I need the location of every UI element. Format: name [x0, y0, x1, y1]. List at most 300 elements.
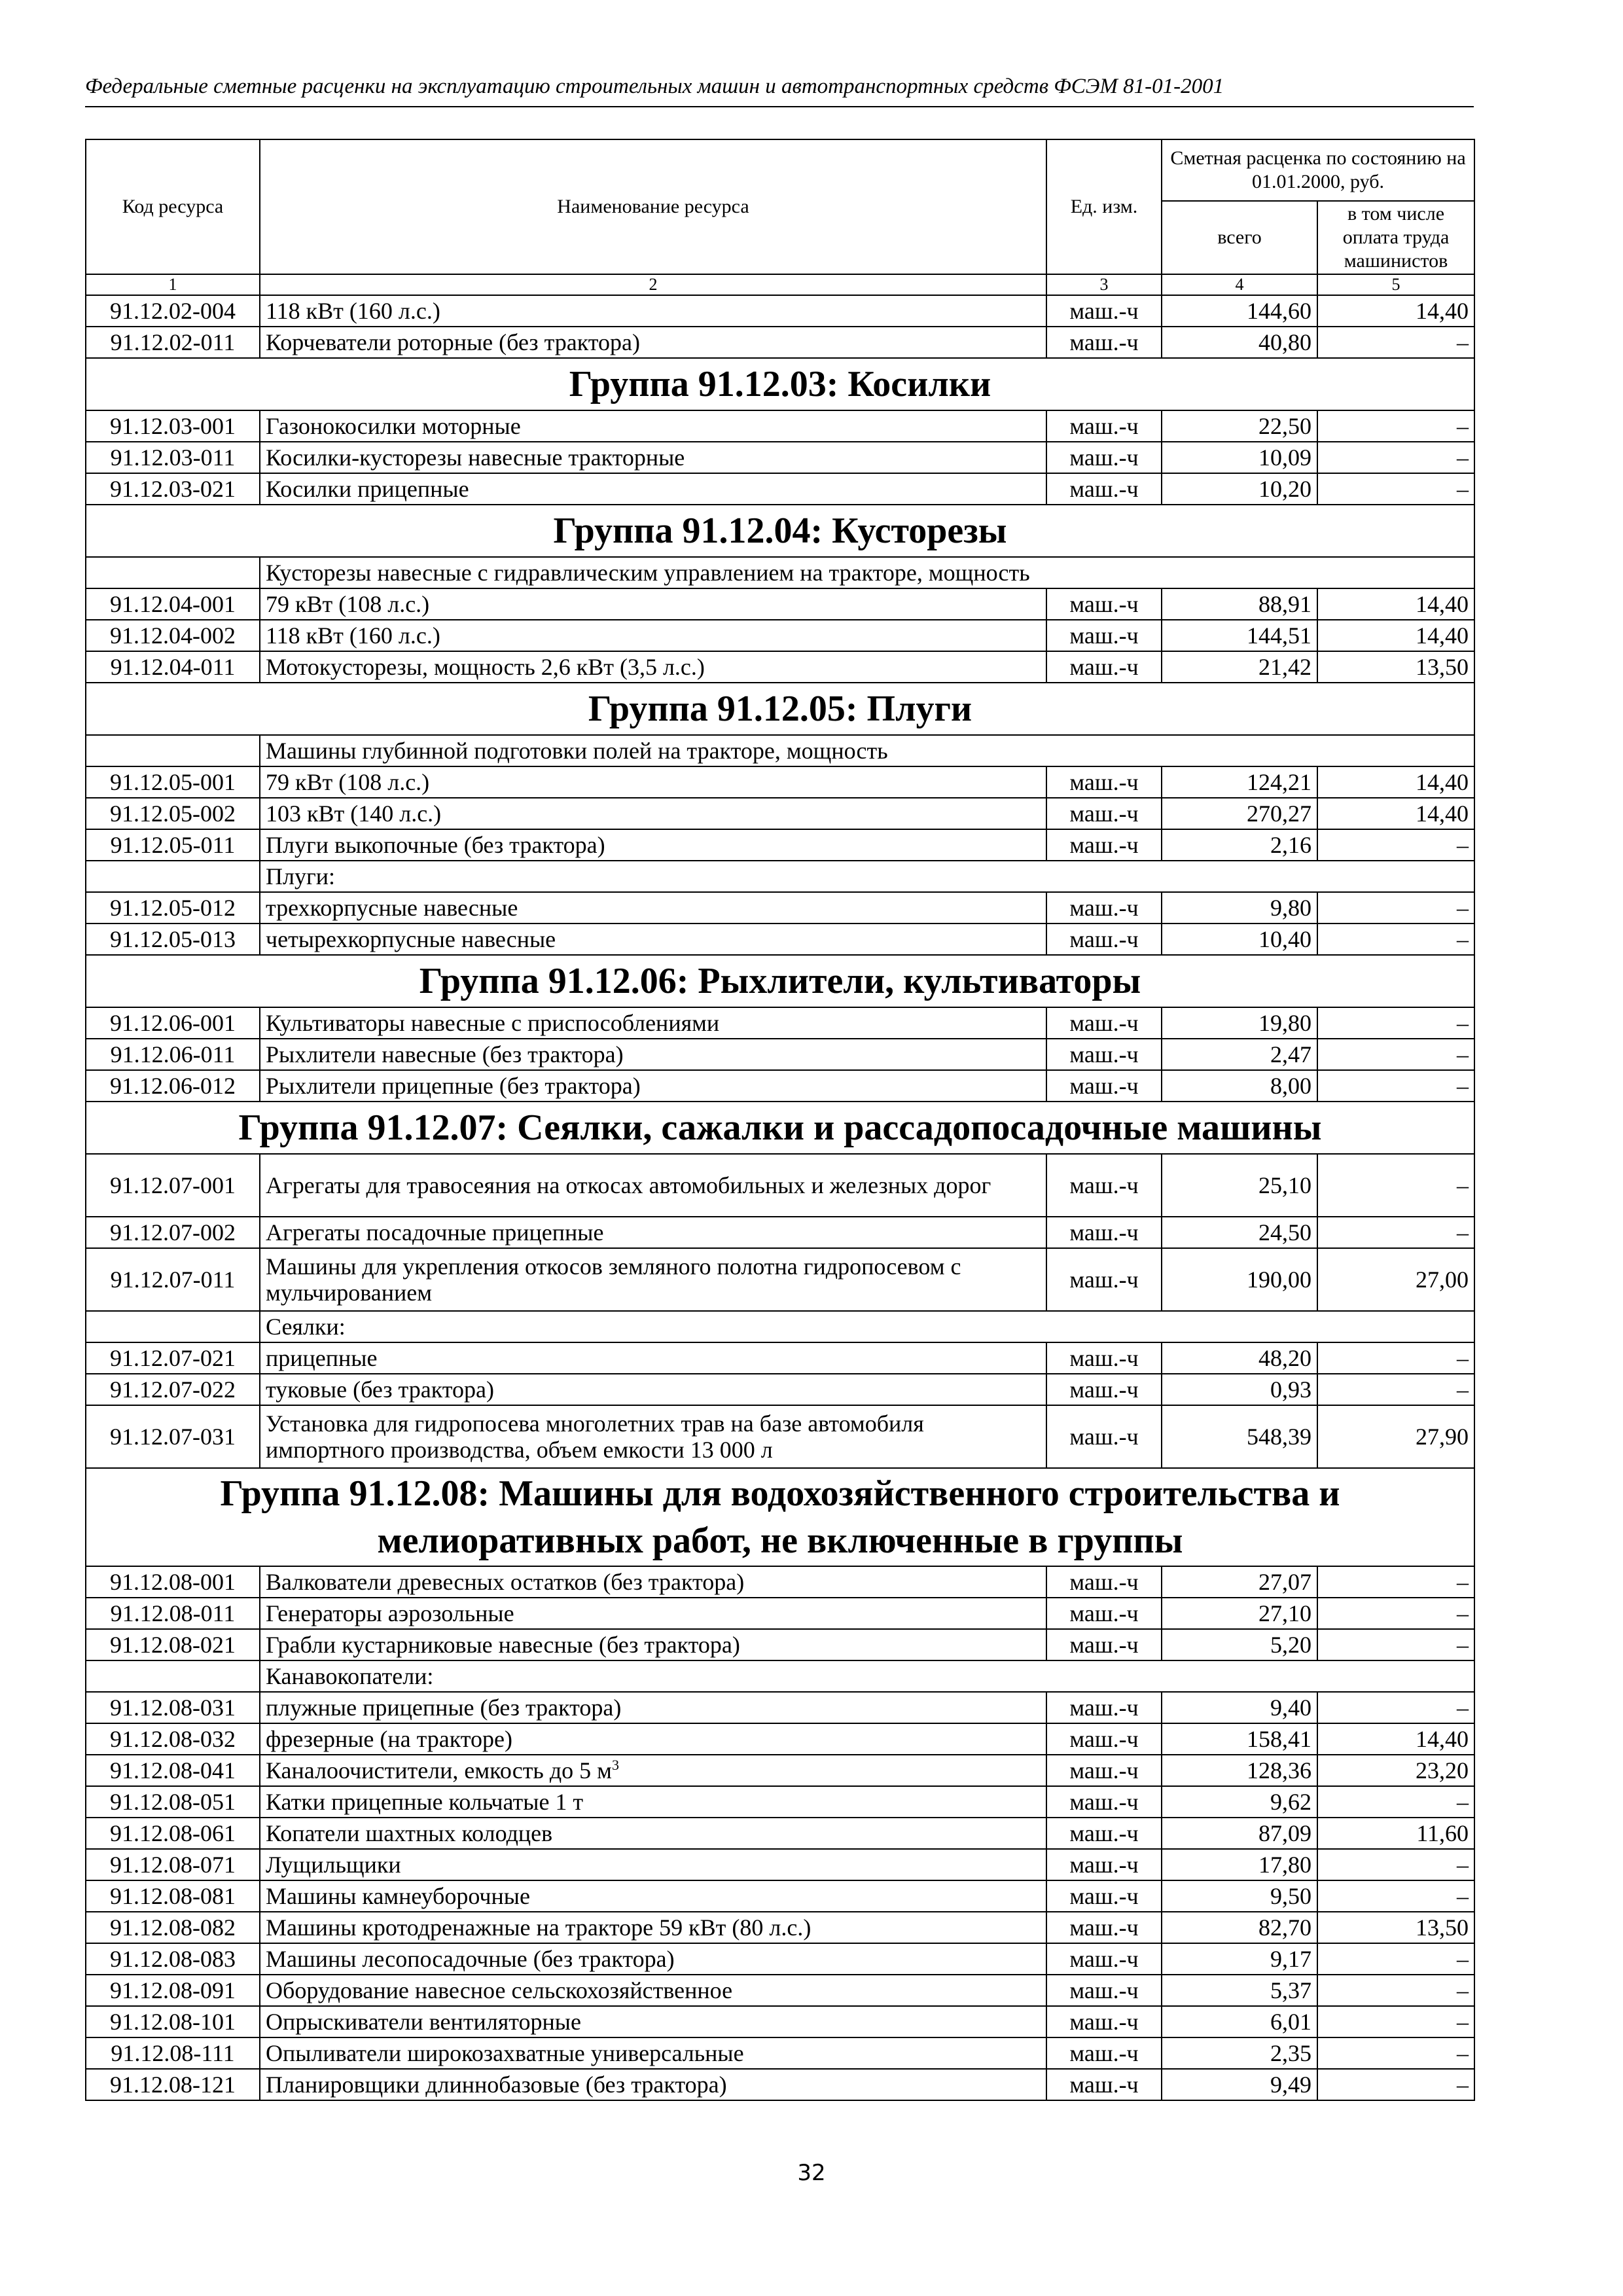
table-row — [86, 1818, 1474, 1849]
total-price: 40,80 — [1162, 327, 1317, 358]
resource-code: 91.12.08-061 — [86, 1818, 260, 1849]
resource-name — [260, 1566, 1046, 1598]
table-row — [86, 410, 1474, 442]
unit-cell: маш.-ч — [1046, 829, 1162, 861]
table-row — [86, 1405, 1474, 1468]
resource-name-text: Лущильщики — [266, 1852, 401, 1878]
subheading-text: Машины глубинной подготовки полей на тракторе, мощность — [260, 735, 1474, 766]
total-price: 10,20 — [1162, 473, 1317, 505]
wage-price: 27,90 — [1317, 1405, 1474, 1468]
wage-price: 14,40 — [1317, 1723, 1474, 1755]
resource-name-text: Косилки прицепные — [266, 476, 469, 502]
wage-price: – — [1317, 1070, 1474, 1102]
unit-cell: маш.-ч — [1046, 1943, 1162, 1975]
wage-price: – — [1317, 1786, 1474, 1818]
table-row — [86, 2037, 1474, 2069]
unit-cell: маш.-ч — [1046, 1154, 1162, 1217]
subheading-row — [86, 735, 1474, 766]
resource-name-text: Культиваторы навесные с приспособлениями — [266, 1010, 720, 1036]
resource-code: 91.12.05-011 — [86, 829, 260, 861]
table-row — [86, 1007, 1474, 1039]
wage-price: – — [1317, 1566, 1474, 1598]
resource-name-text: туковые (без трактора) — [266, 1376, 494, 1403]
resource-code: 91.12.07-011 — [86, 1248, 260, 1311]
table-row — [86, 295, 1474, 327]
resource-code: 91.12.05-012 — [86, 892, 260, 924]
wage-price: – — [1317, 1975, 1474, 2006]
unit-cell: маш.-ч — [1046, 327, 1162, 358]
total-price: 8,00 — [1162, 1070, 1317, 1102]
resource-name-text: четырехкорпусные навесные — [266, 926, 556, 952]
resource-code: 91.12.02-011 — [86, 327, 260, 358]
resource-name — [260, 766, 1046, 798]
table-row — [86, 620, 1474, 651]
resource-code: 91.12.04-011 — [86, 651, 260, 683]
resource-name — [260, 1039, 1046, 1070]
wage-price: 14,40 — [1317, 295, 1474, 327]
table-row — [86, 1248, 1474, 1311]
resource-code: 91.12.02-004 — [86, 295, 260, 327]
resource-name — [260, 1912, 1046, 1943]
resource-name — [260, 2037, 1046, 2069]
wage-price: – — [1317, 327, 1474, 358]
subheading-text: Канавокопатели: — [260, 1660, 1474, 1692]
resource-name — [260, 2006, 1046, 2037]
unit-cell: маш.-ч — [1046, 1217, 1162, 1248]
wage-price: – — [1317, 1849, 1474, 1880]
col-number: 5 — [1317, 274, 1474, 295]
resource-code: 91.12.08-091 — [86, 1975, 260, 2006]
total-price: 6,01 — [1162, 2006, 1317, 2037]
resource-name-text: Оборудование навесное сельскохозяйственное — [266, 1977, 733, 2003]
resource-name — [260, 410, 1046, 442]
resource-code: 91.12.08-032 — [86, 1723, 260, 1755]
table-row — [86, 1566, 1474, 1598]
total-price: 128,36 — [1162, 1755, 1317, 1786]
resource-code: 91.12.07-002 — [86, 1217, 260, 1248]
total-price: 9,17 — [1162, 1943, 1317, 1975]
table-row — [86, 1070, 1474, 1102]
resource-name-text: 79 кВт (108 л.с.) — [266, 591, 430, 617]
table-row — [86, 892, 1474, 924]
resource-name-text: Машины для укрепления откосов земляного полотна гидропосевом с мульчированием — [266, 1253, 961, 1306]
table-row — [86, 1039, 1474, 1070]
group-title: Группа 91.12.05: Плуги — [86, 683, 1474, 735]
resource-name — [260, 295, 1046, 327]
col-header-price-group: Сметная расценка по состоянию на 01.01.2000, руб. — [1162, 139, 1474, 201]
table-row — [86, 1943, 1474, 1975]
resource-name — [260, 1070, 1046, 1102]
resource-code: 91.12.08-081 — [86, 1880, 260, 1912]
total-price: 9,40 — [1162, 1692, 1317, 1723]
subheading-row — [86, 861, 1474, 892]
resource-name-text: 118 кВт (160 л.с.) — [266, 298, 440, 324]
resource-code: 91.12.08-021 — [86, 1629, 260, 1660]
empty-cell — [86, 1660, 260, 1692]
resource-name-text: Корчеватели роторные (без трактора) — [266, 329, 640, 355]
total-price: 5,37 — [1162, 1975, 1317, 2006]
resource-code: 91.12.07-021 — [86, 1342, 260, 1374]
resource-name-text: фрезерные (на тракторе) — [266, 1726, 512, 1752]
group-heading-row — [86, 1468, 1474, 1566]
wage-price: 23,20 — [1317, 1755, 1474, 1786]
total-price: 5,20 — [1162, 1629, 1317, 1660]
table-row — [86, 442, 1474, 473]
unit-cell: маш.-ч — [1046, 295, 1162, 327]
unit-cell: маш.-ч — [1046, 1849, 1162, 1880]
empty-cell — [86, 557, 260, 588]
resource-name — [260, 1342, 1046, 1374]
resource-name-text: Машины камнеуборочные — [266, 1883, 530, 1909]
resource-name-text: Копатели шахтных колодцев — [266, 1820, 553, 1846]
resource-name — [260, 442, 1046, 473]
total-price: 9,49 — [1162, 2069, 1317, 2100]
resource-name — [260, 1692, 1046, 1723]
resource-code: 91.12.06-012 — [86, 1070, 260, 1102]
table-row — [86, 1217, 1474, 1248]
resource-name — [260, 651, 1046, 683]
table-row — [86, 798, 1474, 829]
resource-name — [260, 1217, 1046, 1248]
unit-cell: маш.-ч — [1046, 1566, 1162, 1598]
resource-code: 91.12.04-001 — [86, 588, 260, 620]
rates-table — [85, 139, 1475, 2101]
resource-name-text: Каналоочистители, емкость до 5 м — [266, 1757, 612, 1784]
total-price: 17,80 — [1162, 1849, 1317, 1880]
wage-price: 13,50 — [1317, 651, 1474, 683]
resource-name-text: 103 кВт (140 л.с.) — [266, 800, 442, 827]
unit-cell: маш.-ч — [1046, 442, 1162, 473]
wage-price: – — [1317, 1342, 1474, 1374]
wage-price: – — [1317, 1692, 1474, 1723]
group-heading-row — [86, 683, 1474, 735]
resource-name — [260, 1755, 1046, 1786]
wage-price: – — [1317, 1880, 1474, 1912]
resource-name-text: Плуги выкопочные (без трактора) — [266, 832, 605, 858]
group-heading-row — [86, 358, 1474, 410]
wage-price: – — [1317, 2006, 1474, 2037]
resource-name — [260, 473, 1046, 505]
group-heading-row — [86, 1102, 1474, 1154]
resource-name-text: трехкорпусные навесные — [266, 895, 518, 921]
wage-price: 14,40 — [1317, 588, 1474, 620]
total-price: 9,80 — [1162, 892, 1317, 924]
total-price: 82,70 — [1162, 1912, 1317, 1943]
resource-code: 91.12.08-083 — [86, 1943, 260, 1975]
group-title: Группа 91.12.04: Кусторезы — [86, 505, 1474, 557]
resource-name-text: Опрыскиватели вентиляторные — [266, 2009, 581, 2035]
resource-code: 91.12.04-002 — [86, 620, 260, 651]
resource-code: 91.12.08-041 — [86, 1755, 260, 1786]
resource-code: 91.12.07-031 — [86, 1405, 260, 1468]
resource-name-text: 79 кВт (108 л.с.) — [266, 769, 430, 795]
resource-code: 91.12.08-011 — [86, 1598, 260, 1629]
resource-name — [260, 1598, 1046, 1629]
resource-code: 91.12.08-121 — [86, 2069, 260, 2100]
resource-code: 91.12.08-001 — [86, 1566, 260, 1598]
resource-name — [260, 620, 1046, 651]
col-number: 3 — [1046, 274, 1162, 295]
total-price: 24,50 — [1162, 1217, 1317, 1248]
table-row — [86, 2006, 1474, 2037]
total-price: 9,62 — [1162, 1786, 1317, 1818]
resource-name — [260, 924, 1046, 955]
resource-name — [260, 1818, 1046, 1849]
unit-cell: маш.-ч — [1046, 1248, 1162, 1311]
unit-cell: маш.-ч — [1046, 1598, 1162, 1629]
resource-name-text: Катки прицепные кольчатые 1 т — [266, 1789, 584, 1815]
resource-name-text: Рыхлители прицепные (без трактора) — [266, 1073, 641, 1099]
unit-cell: маш.-ч — [1046, 1692, 1162, 1723]
wage-price: – — [1317, 829, 1474, 861]
total-price: 87,09 — [1162, 1818, 1317, 1849]
resource-code: 91.12.08-111 — [86, 2037, 260, 2069]
unit-cell: маш.-ч — [1046, 410, 1162, 442]
resource-name-text: Агрегаты посадочные прицепные — [266, 1219, 604, 1246]
resource-name — [260, 1007, 1046, 1039]
unit-cell: маш.-ч — [1046, 2037, 1162, 2069]
resource-name — [260, 1975, 1046, 2006]
unit-cell: маш.-ч — [1046, 1880, 1162, 1912]
resource-name-text: Валкователи древесных остатков (без трактора) — [266, 1569, 745, 1595]
resource-name — [260, 1943, 1046, 1975]
unit-cell: маш.-ч — [1046, 620, 1162, 651]
unit-cell: маш.-ч — [1046, 651, 1162, 683]
group-title: Группа 91.12.03: Косилки — [86, 358, 1474, 410]
unit-cell: маш.-ч — [1046, 1723, 1162, 1755]
resource-name — [260, 1849, 1046, 1880]
total-price: 190,00 — [1162, 1248, 1317, 1311]
resource-name-text: Опыливатели широкозахватные универсальные — [266, 2040, 744, 2066]
total-price: 270,27 — [1162, 798, 1317, 829]
subheading-text: Сеялки: — [260, 1311, 1474, 1342]
resource-code: 91.12.06-001 — [86, 1007, 260, 1039]
resource-name-text: прицепные — [266, 1345, 378, 1371]
resource-code: 91.12.08-051 — [86, 1786, 260, 1818]
resource-code: 91.12.03-011 — [86, 442, 260, 473]
group-heading-row — [86, 955, 1474, 1007]
total-price: 48,20 — [1162, 1342, 1317, 1374]
resource-code: 91.12.07-001 — [86, 1154, 260, 1217]
table-row — [86, 1154, 1474, 1217]
table-row — [86, 1755, 1474, 1786]
table-body — [86, 295, 1474, 2100]
total-price: 158,41 — [1162, 1723, 1317, 1755]
wage-price: – — [1317, 1598, 1474, 1629]
col-header-unit: Ед. изм. — [1046, 139, 1162, 274]
subheading-row — [86, 557, 1474, 588]
resource-code: 91.12.08-101 — [86, 2006, 260, 2037]
wage-price: – — [1317, 1217, 1474, 1248]
resource-name-text: Генераторы аэрозольные — [266, 1600, 514, 1626]
resource-name — [260, 798, 1046, 829]
wage-price: – — [1317, 924, 1474, 955]
wage-price: – — [1317, 1039, 1474, 1070]
wage-price: – — [1317, 410, 1474, 442]
total-price: 2,35 — [1162, 2037, 1317, 2069]
wage-price: 14,40 — [1317, 798, 1474, 829]
table-row — [86, 588, 1474, 620]
total-price: 0,93 — [1162, 1374, 1317, 1405]
total-price: 25,10 — [1162, 1154, 1317, 1217]
resource-name-text: Машины кротодренажные на тракторе 59 кВт (80 л.с.) — [266, 1914, 812, 1941]
resource-name — [260, 1786, 1046, 1818]
table-row — [86, 1912, 1474, 1943]
table-row — [86, 1692, 1474, 1723]
wage-price: – — [1317, 1629, 1474, 1660]
page-number: 32 — [797, 2160, 826, 2186]
resource-code: 91.12.05-001 — [86, 766, 260, 798]
resource-code: 91.12.06-011 — [86, 1039, 260, 1070]
wage-price: – — [1317, 473, 1474, 505]
table-row — [86, 1849, 1474, 1880]
total-price: 548,39 — [1162, 1405, 1317, 1468]
total-price: 27,07 — [1162, 1566, 1317, 1598]
table-row — [86, 1786, 1474, 1818]
unit-cell: маш.-ч — [1046, 766, 1162, 798]
resource-name-text: Грабли кустарниковые навесные (без трактора) — [266, 1632, 740, 1658]
unit-cell: маш.-ч — [1046, 1405, 1162, 1468]
total-price: 124,21 — [1162, 766, 1317, 798]
wage-price: 14,40 — [1317, 766, 1474, 798]
table-row — [86, 1598, 1474, 1629]
total-price: 10,09 — [1162, 442, 1317, 473]
unit-cell: маш.-ч — [1046, 1818, 1162, 1849]
table-row — [86, 924, 1474, 955]
table-row — [86, 1342, 1474, 1374]
resource-code: 91.12.07-022 — [86, 1374, 260, 1405]
resource-name-text: Машины лесопосадочные (без трактора) — [266, 1946, 675, 1972]
col-header-name: Наименование ресурса — [260, 139, 1046, 274]
subheading-row — [86, 1311, 1474, 1342]
total-price: 10,40 — [1162, 924, 1317, 955]
col-header-code: Код ресурса — [86, 139, 260, 274]
resource-name — [260, 1405, 1046, 1468]
unit-cell: маш.-ч — [1046, 1912, 1162, 1943]
unit-cell: маш.-ч — [1046, 1786, 1162, 1818]
wage-price: – — [1317, 442, 1474, 473]
table-row — [86, 1723, 1474, 1755]
col-number: 2 — [260, 274, 1046, 295]
resource-name — [260, 1629, 1046, 1660]
group-title: Группа 91.12.06: Рыхлители, культиваторы — [86, 955, 1474, 1007]
resource-name-text: Планировщики длиннобазовые (без трактора) — [266, 2072, 727, 2098]
total-price: 144,51 — [1162, 620, 1317, 651]
page-header: Федеральные сметные расценки на эксплуатацию строительных машин и автотранспортных средств ФСЭМ 81-01-2001 — [85, 73, 1474, 107]
table-row — [86, 2069, 1474, 2100]
table-row — [86, 1629, 1474, 1660]
unit-cell: маш.-ч — [1046, 892, 1162, 924]
resource-name-text: Установка для гидропосева многолетних трав на базе автомобиля импортного производства, объем емкости 13 000 л — [266, 1410, 924, 1463]
empty-cell — [86, 1311, 260, 1342]
unit-cell: маш.-ч — [1046, 1374, 1162, 1405]
total-price: 22,50 — [1162, 410, 1317, 442]
unit-cell: маш.-ч — [1046, 924, 1162, 955]
empty-cell — [86, 861, 260, 892]
col-number: 1 — [86, 274, 260, 295]
group-title: Группа 91.12.07: Сеялки, сажалки и рассадопосадочные машины — [86, 1102, 1474, 1154]
wage-price: 11,60 — [1317, 1818, 1474, 1849]
col-header-wage: в том числе оплата труда машинистов — [1317, 201, 1474, 274]
table-row — [86, 766, 1474, 798]
empty-cell — [86, 735, 260, 766]
resource-name — [260, 1880, 1046, 1912]
col-header-total: всего — [1162, 201, 1317, 274]
table-row — [86, 651, 1474, 683]
resource-name — [260, 892, 1046, 924]
unit-cell: маш.-ч — [1046, 1039, 1162, 1070]
wage-price: – — [1317, 1374, 1474, 1405]
resource-name-text: плужные прицепные (без трактора) — [266, 1695, 622, 1721]
resource-name-text: Агрегаты для травосеяния на откосах автомобильных и железных дорог — [266, 1172, 991, 1198]
wage-price: – — [1317, 892, 1474, 924]
unit-cell: маш.-ч — [1046, 1975, 1162, 2006]
resource-name — [260, 829, 1046, 861]
resource-code: 91.12.08-082 — [86, 1912, 260, 1943]
total-price: 19,80 — [1162, 1007, 1317, 1039]
unit-cell: маш.-ч — [1046, 1629, 1162, 1660]
resource-name — [260, 1248, 1046, 1311]
subheading-row — [86, 1660, 1474, 1692]
col-number: 4 — [1162, 274, 1317, 295]
total-price: 27,10 — [1162, 1598, 1317, 1629]
subheading-text: Плуги: — [260, 861, 1474, 892]
wage-price: – — [1317, 2037, 1474, 2069]
wage-price: – — [1317, 1154, 1474, 1217]
resource-name — [260, 1723, 1046, 1755]
unit-cell: маш.-ч — [1046, 798, 1162, 829]
superscript: 3 — [611, 1757, 619, 1773]
resource-code: 91.12.03-021 — [86, 473, 260, 505]
resource-name-text: Мотокусторезы, мощность 2,6 кВт (3,5 л.с.) — [266, 654, 705, 680]
unit-cell: маш.-ч — [1046, 588, 1162, 620]
resource-name — [260, 327, 1046, 358]
group-heading-row — [86, 505, 1474, 557]
total-price: 9,50 — [1162, 1880, 1317, 1912]
unit-cell: маш.-ч — [1046, 1070, 1162, 1102]
resource-code: 91.12.08-071 — [86, 1849, 260, 1880]
resource-name — [260, 588, 1046, 620]
group-title: Группа 91.12.08: Машины для водохозяйственного строительства и мелиоративных работ, не включенные в группы — [86, 1468, 1474, 1566]
wage-price: – — [1317, 1943, 1474, 1975]
resource-code: 91.12.03-001 — [86, 410, 260, 442]
resource-name-text: Газонокосилки моторные — [266, 413, 521, 439]
resource-name-text: 118 кВт (160 л.с.) — [266, 622, 440, 649]
wage-price: 27,00 — [1317, 1248, 1474, 1311]
wage-price: – — [1317, 1007, 1474, 1039]
table-row — [86, 473, 1474, 505]
total-price: 144,60 — [1162, 295, 1317, 327]
total-price: 88,91 — [1162, 588, 1317, 620]
subheading-text: Кусторезы навесные с гидравлическим управлением на тракторе, мощность — [260, 557, 1474, 588]
resource-name — [260, 2069, 1046, 2100]
total-price: 2,47 — [1162, 1039, 1317, 1070]
resource-code: 91.12.05-002 — [86, 798, 260, 829]
resource-code: 91.12.05-013 — [86, 924, 260, 955]
resource-name — [260, 1374, 1046, 1405]
total-price: 2,16 — [1162, 829, 1317, 861]
table-row — [86, 1880, 1474, 1912]
table-row — [86, 327, 1474, 358]
table-row — [86, 1975, 1474, 2006]
unit-cell: маш.-ч — [1046, 2006, 1162, 2037]
unit-cell: маш.-ч — [1046, 473, 1162, 505]
total-price: 21,42 — [1162, 651, 1317, 683]
wage-price: – — [1317, 2069, 1474, 2100]
resource-name — [260, 1154, 1046, 1217]
unit-cell: маш.-ч — [1046, 2069, 1162, 2100]
unit-cell: маш.-ч — [1046, 1755, 1162, 1786]
